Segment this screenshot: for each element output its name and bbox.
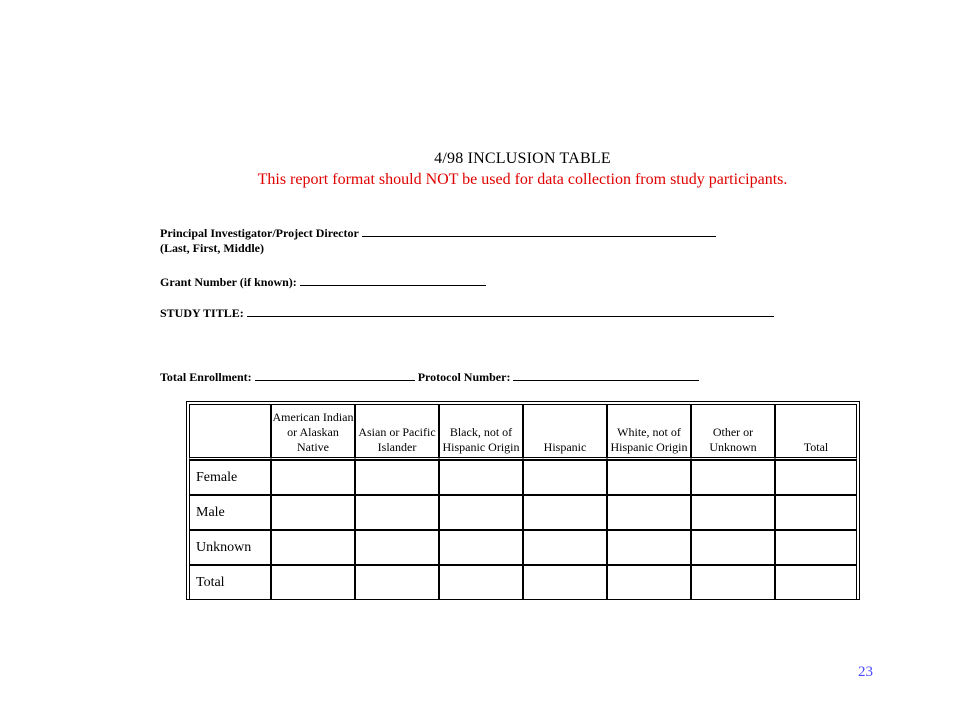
column-header: Total bbox=[775, 404, 857, 460]
inclusion-table-frame bbox=[186, 401, 860, 600]
pi-field bbox=[160, 226, 716, 241]
table-cell[interactable] bbox=[355, 460, 439, 495]
study-title-line[interactable] bbox=[247, 315, 774, 317]
inclusion-table bbox=[189, 404, 857, 600]
table-cell[interactable] bbox=[691, 460, 775, 495]
study-title-label: STUDY TITLE: bbox=[160, 306, 244, 320]
page-title: 4/98 INCLUSION TABLE bbox=[434, 150, 611, 167]
grant-line[interactable] bbox=[300, 284, 486, 286]
column-header bbox=[189, 404, 271, 460]
pi-line[interactable] bbox=[362, 235, 716, 237]
column-header: American Indian or Alaskan Native bbox=[271, 404, 355, 460]
table-cell[interactable] bbox=[523, 530, 607, 565]
table-cell[interactable] bbox=[775, 495, 857, 530]
table-cell[interactable] bbox=[355, 530, 439, 565]
enrollment-line[interactable] bbox=[255, 379, 415, 381]
column-header: White, not of Hispanic Origin bbox=[607, 404, 691, 460]
table-cell[interactable] bbox=[691, 530, 775, 565]
table-cell[interactable] bbox=[439, 460, 523, 495]
table-cell[interactable] bbox=[355, 495, 439, 530]
warning-text: This report format should NOT be used for data collection from study participants. bbox=[257, 171, 788, 188]
table-row bbox=[189, 530, 857, 565]
enrollment-field bbox=[160, 370, 699, 385]
column-header: Black, not of Hispanic Origin bbox=[439, 404, 523, 460]
table-row bbox=[189, 495, 857, 530]
table-cell[interactable] bbox=[523, 460, 607, 495]
table-cell[interactable] bbox=[691, 495, 775, 530]
table-row bbox=[189, 565, 857, 600]
table-cell[interactable] bbox=[271, 495, 355, 530]
study-title-field bbox=[160, 306, 774, 321]
row-label: Female bbox=[189, 460, 271, 495]
table-cell[interactable] bbox=[607, 530, 691, 565]
pi-label: Principal Investigator/Project Director bbox=[160, 226, 359, 240]
table-cell[interactable] bbox=[775, 530, 857, 565]
protocol-line[interactable] bbox=[513, 379, 699, 381]
table-cell[interactable] bbox=[271, 460, 355, 495]
table-cell[interactable] bbox=[355, 565, 439, 600]
enrollment-label: Total Enrollment: bbox=[160, 370, 252, 384]
row-label: Male bbox=[189, 495, 271, 530]
table-cell[interactable] bbox=[523, 565, 607, 600]
table-header-row bbox=[189, 404, 857, 460]
row-label: Total bbox=[189, 565, 271, 600]
table-cell[interactable] bbox=[607, 460, 691, 495]
table-cell[interactable] bbox=[775, 565, 857, 600]
table-cell[interactable] bbox=[439, 565, 523, 600]
table-cell[interactable] bbox=[439, 495, 523, 530]
column-header: Other or Unknown bbox=[691, 404, 775, 460]
table-cell[interactable] bbox=[271, 530, 355, 565]
column-header: Hispanic bbox=[523, 404, 607, 460]
row-label: Unknown bbox=[189, 530, 271, 565]
table-cell[interactable] bbox=[691, 565, 775, 600]
page-number: 23 bbox=[858, 664, 873, 680]
grant-field bbox=[160, 275, 486, 290]
table-cell[interactable] bbox=[775, 460, 857, 495]
table-row bbox=[189, 460, 857, 495]
table-cell[interactable] bbox=[607, 565, 691, 600]
table-cell[interactable] bbox=[439, 530, 523, 565]
grant-label: Grant Number (if known): bbox=[160, 275, 297, 289]
table-cell[interactable] bbox=[523, 495, 607, 530]
table-cell[interactable] bbox=[607, 495, 691, 530]
pi-sublabel: (Last, First, Middle) bbox=[160, 241, 264, 255]
table-cell[interactable] bbox=[271, 565, 355, 600]
protocol-label: Protocol Number: bbox=[417, 370, 511, 384]
column-header: Asian or Pacific Islander bbox=[355, 404, 439, 460]
